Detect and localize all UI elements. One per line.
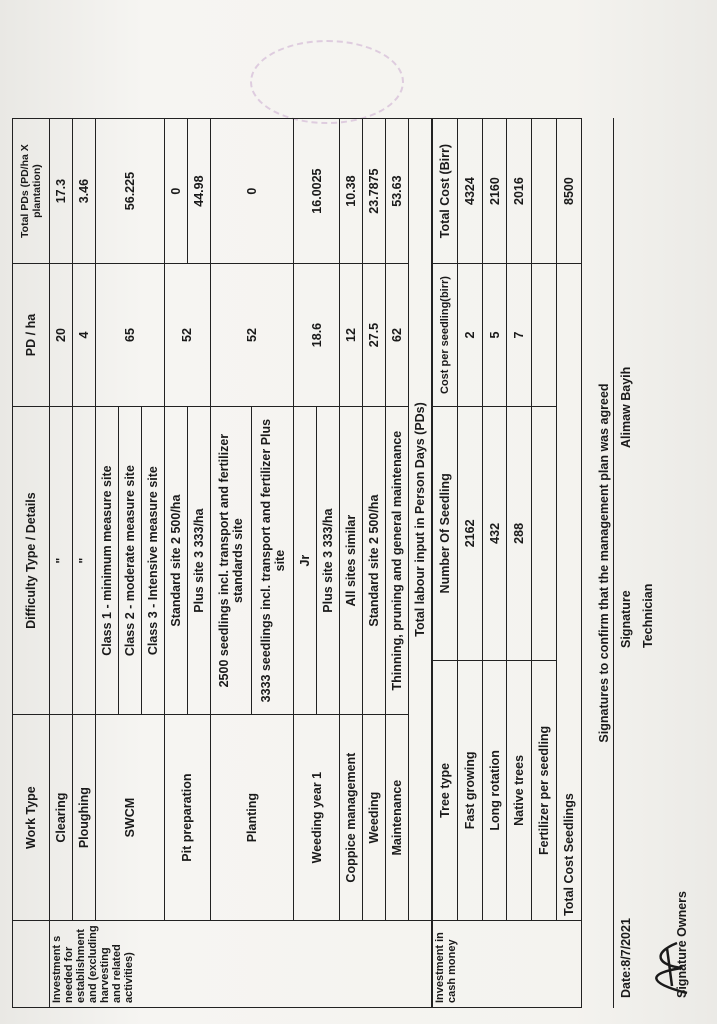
header-blank — [13, 920, 50, 1007]
details-cell: Standard site 2 500/ha — [363, 406, 386, 714]
pd-cell: 12 — [340, 264, 363, 407]
seedling-total-label: Total Cost Seedlings — [557, 264, 582, 921]
work-type-cell: Ploughing — [72, 715, 95, 921]
seedling-cost-table — [432, 118, 582, 1008]
details-cell: Jr — [294, 406, 317, 714]
total-cell: 16.0025 — [294, 119, 340, 264]
table-row — [164, 119, 187, 1008]
pd-cell: 18.6 — [294, 264, 340, 407]
table-row — [386, 119, 409, 1008]
total-cost-cell: 2160 — [482, 119, 507, 264]
total-cost-cell: 4324 — [457, 119, 482, 264]
work-type-cell: Coppice management — [340, 715, 363, 921]
header-difficulty: Difficulty Type / Details — [13, 406, 50, 714]
seedling-header-row — [433, 119, 458, 1008]
work-type-cell: Maintenance — [386, 715, 409, 921]
total-cell: 56.225 — [95, 119, 164, 264]
table-row — [294, 119, 317, 1008]
signature-heading: Signatures to confirm that the management plan was agreed — [597, 118, 614, 1008]
details-cell: Class 1 - minimum measure site — [95, 406, 118, 714]
work-type-cell: Pit preparation — [164, 715, 210, 921]
tree-type-cell: Native trees — [507, 660, 532, 920]
cost-cell — [532, 264, 557, 407]
work-type-cell: Weeding — [363, 715, 386, 921]
total-cost-cell: 2016 — [507, 119, 532, 264]
number-cell: 2162 — [457, 406, 482, 660]
total-cell: 0 — [164, 119, 187, 264]
details-cell: All sites similar — [340, 406, 363, 714]
details-cell: 2500 seedlings incl. transport and fertilizer standards site — [210, 406, 252, 714]
seedling-total-row — [557, 119, 582, 1008]
signature-owners-label: Signature Owners — [675, 891, 689, 998]
agreed-by-name: Alimaw Bayih — [619, 366, 633, 448]
rotated-document — [12, 118, 702, 1008]
work-type-cell: Clearing — [50, 715, 73, 921]
total-cell: 17.3 — [50, 119, 73, 264]
details-cell: " — [72, 406, 95, 714]
faded-stamp — [250, 40, 404, 124]
tree-type-cell: Fast growing — [457, 660, 482, 920]
header-total-pds: Total PDs (PD/ha X plantation) — [13, 119, 50, 264]
details-cell: 3333 seedlings incl. transport and fertilizer Plus site — [252, 406, 294, 714]
details-cell: Plus site 3 333/ha — [317, 406, 340, 714]
details-cell: Standard site 2 500/ha — [164, 406, 187, 714]
header-work-type: Work Type — [13, 715, 50, 921]
number-cell: 432 — [482, 406, 507, 660]
number-cell — [532, 406, 557, 660]
pd-cell: 27.5 — [363, 264, 386, 407]
details-cell: " — [50, 406, 73, 714]
labour-total-label: Total labour input in Person Days (PDs) — [408, 119, 431, 921]
signature-date: Date:8/7/2021 — [619, 918, 633, 998]
total-cell: 23.7875 — [363, 119, 386, 264]
table-row — [72, 119, 95, 1008]
pd-cell: 4 — [72, 264, 95, 407]
details-cell: Plus site 3 333/ha — [187, 406, 210, 714]
labour-total-row — [408, 119, 431, 1008]
labour-header-row — [13, 119, 50, 1008]
section-label-establishment: Investment s needed for establishment and (excluding harvesting and related activities) — [50, 920, 432, 1007]
details-cell: Thinning, pruning and general maintenance — [386, 406, 409, 714]
technician-label: Technician — [641, 583, 655, 648]
header-pd-ha: PD / ha — [13, 264, 50, 407]
cost-cell: 5 — [482, 264, 507, 407]
table-row — [210, 119, 252, 1008]
number-cell: 288 — [507, 406, 532, 660]
header-number-seedling: Number Of Seedling — [433, 406, 458, 660]
pd-cell: 20 — [50, 264, 73, 407]
total-cell: 44.98 — [187, 119, 210, 264]
table-row — [532, 119, 557, 1008]
work-type-cell: Weeding year 1 — [294, 715, 340, 921]
cost-cell: 7 — [507, 264, 532, 407]
header-total-cost: Total Cost (Birr) — [433, 119, 458, 264]
table-row — [482, 119, 507, 1008]
labour-input-table — [12, 118, 432, 1008]
table-row — [50, 119, 73, 1008]
table-row — [457, 119, 482, 1008]
header-tree-type: Tree type — [433, 660, 458, 920]
work-type-cell: Planting — [210, 715, 294, 921]
pd-cell: 52 — [164, 264, 210, 407]
table-row — [507, 119, 532, 1008]
signature-block — [597, 118, 697, 1008]
cost-cell: 2 — [457, 264, 482, 407]
pd-cell: 65 — [95, 264, 164, 407]
total-cell: 10.38 — [340, 119, 363, 264]
tree-type-cell: Long rotation — [482, 660, 507, 920]
pd-cell: 62 — [386, 264, 409, 407]
signature-label: Signature — [619, 590, 633, 648]
details-cell: Class 2 - moderate measure site — [118, 406, 141, 714]
details-cell: Class 3 - Intensive measure site — [141, 406, 164, 714]
table-row — [363, 119, 386, 1008]
handwritten-signature — [637, 938, 697, 998]
table-row — [340, 119, 363, 1008]
pd-cell: 52 — [210, 264, 294, 407]
total-cost-cell — [532, 119, 557, 264]
tree-type-cell: Fertilizer per seedling — [532, 660, 557, 920]
table-row — [95, 119, 118, 1008]
seedling-total-value: 8500 — [557, 119, 582, 264]
total-cell: 0 — [210, 119, 294, 264]
section-label-cash: Investment in cash money — [433, 920, 582, 1007]
work-type-cell: SWCM — [95, 715, 164, 921]
header-cost-per-seedling: Cost per seedling(birr) — [433, 264, 458, 407]
total-cell: 53.63 — [386, 119, 409, 264]
total-cell: 3.46 — [72, 119, 95, 264]
